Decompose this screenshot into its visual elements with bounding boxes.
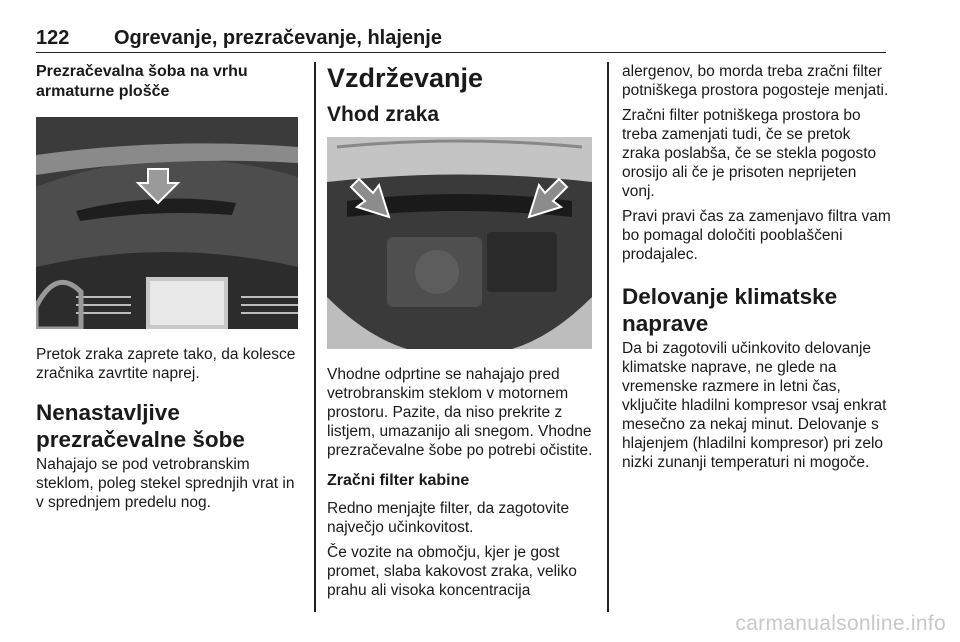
column-2 <box>327 62 595 600</box>
cabin-filter-paragraph: Redno menjajte filter, da zagotovite največjo učinkovitost. <box>327 500 570 536</box>
cabin-filter-heading: Zračni filter kabine <box>327 472 470 489</box>
chapter-title: Ogrevanje, prezračevanje, hlajenje <box>114 27 442 49</box>
fixed-vents-title: Nenastavljive prezračevalne šobe <box>36 400 245 452</box>
dashboard-vent-figure <box>36 117 298 329</box>
page-header <box>36 26 886 53</box>
engine-bay-figure <box>327 137 592 349</box>
ac-operation-body: Da bi zagotovili učinkovito delovanje klimatske naprave, ne glede na vremenske razmere in letni čas, vključite hladilni kompresor vsaj enkrat mesečno za nekaj minut. Delovanje s hlajenjem (hladilni kompresor) pri zelo nizki zunanji temperaturi ni mogoče. <box>622 340 887 471</box>
page-number: 122 <box>36 27 70 49</box>
vent-heading: Prezračevalna šoba na vrhu armaturne plošče <box>36 63 248 100</box>
column-divider <box>607 62 609 612</box>
ac-operation-title: Delovanje klimatske naprave <box>622 284 838 336</box>
filter-paragraph: Pravi pravi čas za zamenjavo filtra vam bo pomagal določiti pooblaščeni prodajalec. <box>622 208 891 263</box>
cabin-filter-paragraph: Če vozite na območju, kjer je gost promet, slaba kakovost zraka, veliko prahu ali visoka koncentracija <box>327 544 577 599</box>
filter-paragraph: alergenov, bo morda treba zračni filter potniškega prostora pogosteje menjati. <box>622 63 889 99</box>
column-3 <box>622 62 892 472</box>
filter-paragraph: Zračni filter potniškega prostora bo treba zamenjati tudi, če se pretok zraka poslabša, če se stekla pogosto orosijo ali če je prisoten neprijeten vonj. <box>622 107 877 200</box>
column-divider <box>314 62 316 612</box>
vent-caption: Pretok zraka zaprete tako, da kolesce zračnika zavrtite naprej. <box>36 346 296 382</box>
column-1 <box>36 62 301 512</box>
air-intake-subtitle: Vhod zraka <box>327 103 440 126</box>
fixed-vents-body: Nahajajo se pod vetrobranskim steklom, poleg stekel sprednjih vrat in v sprednjem predelu nog. <box>36 456 295 511</box>
maintenance-title: Vzdrževanje <box>327 63 484 93</box>
watermark: carmanualsonline.info <box>735 612 946 635</box>
air-intake-body: Vhodne odprtine se nahajajo pred vetrobranskim steklom v motornem prostoru. Pazite, da niso prekrite z listjem, umazanijo ali snegom. Vhodne prezračevalne šobe po potrebi očistite. <box>327 366 593 459</box>
